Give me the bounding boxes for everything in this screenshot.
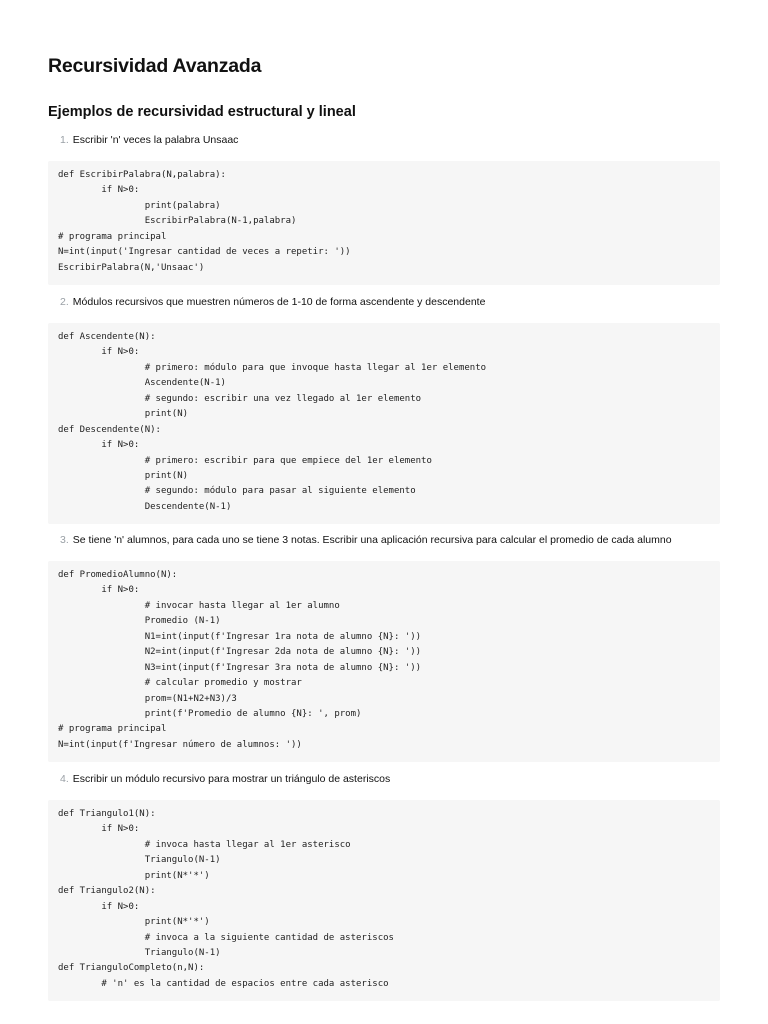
exercise-number: 3.	[60, 534, 69, 546]
code-line: prom=(N1+N2+N3)/3	[58, 693, 237, 704]
exercise-text: Escribir un módulo recursivo para mostrar un triángulo de asteriscos	[72, 773, 391, 785]
code-line: EscribirPalabra(N-1,palabra)	[58, 216, 297, 227]
code-line: def Descendente(N):	[58, 424, 161, 435]
code-line: if N>0:	[58, 440, 140, 451]
code-block	[48, 561, 720, 762]
exercise-item-3	[48, 533, 720, 762]
exercise-number: 1.	[60, 134, 69, 146]
exercise-item-1	[48, 133, 720, 285]
code-line: # programa principal	[58, 724, 167, 735]
code-line: print(N)	[58, 409, 189, 420]
exercise-text: Se tiene 'n' alumnos, para cada uno se tiene 3 notas. Escribir una aplicación recursiva para calcular el promedio de cada alumno	[72, 534, 672, 546]
code-line: print(N*'*')	[58, 917, 210, 928]
code-block	[48, 800, 720, 1001]
code-line: # programa principal	[58, 231, 167, 242]
code-line: if N>0:	[58, 347, 140, 358]
exercise-number: 4.	[60, 773, 69, 785]
code-block	[48, 323, 720, 524]
exercise-label	[48, 133, 720, 147]
code-line: Promedio (N-1)	[58, 616, 221, 627]
exercise-item-4	[48, 772, 720, 1001]
code-line: Triangulo(N-1)	[58, 947, 221, 958]
code-line: if N>0:	[58, 901, 140, 912]
code-line: def Triangulo1(N):	[58, 809, 156, 819]
code-line: N=int(input('Ingresar cantidad de veces a repetir: '))	[58, 247, 351, 258]
code-line: print(f'Promedio de alumno {N}: ', prom)	[58, 708, 362, 719]
code-line: def EscribirPalabra(N,palabra):	[58, 170, 226, 180]
code-line: if N>0:	[58, 185, 140, 196]
code-line: Triangulo(N-1)	[58, 855, 221, 866]
code-line: # 'n' es la cantidad de espacios entre cada asterisco	[58, 978, 389, 989]
code-line: # invoca a la siguiente cantidad de asteriscos	[58, 932, 394, 943]
code-line: def TrianguloCompleto(n,N):	[58, 963, 205, 974]
exercise-number: 2.	[60, 296, 69, 308]
exercise-item-2	[48, 295, 720, 524]
exercise-label	[48, 533, 720, 547]
code-line: # primero: escribir para que empiece del 1er elemento	[58, 455, 432, 466]
code-line: N=int(input(f'Ingresar número de alumnos: '))	[58, 739, 302, 750]
exercise-text: Escribir 'n' veces la palabra Unsaac	[72, 134, 239, 146]
code-line: EscribirPalabra(N,'Unsaac')	[58, 262, 205, 273]
code-line: # primero: módulo para que invoque hasta llegar al 1er elemento	[58, 362, 487, 373]
code-line: # segundo: módulo para pasar al siguiente elemento	[58, 486, 416, 497]
code-line: if N>0:	[58, 585, 140, 596]
code-line: def Triangulo2(N):	[58, 886, 156, 897]
code-line: print(palabra)	[58, 200, 221, 211]
code-line: if N>0:	[58, 824, 140, 835]
code-line: print(N)	[58, 470, 189, 481]
code-line: # calcular promedio y mostrar	[58, 678, 302, 689]
code-line: N2=int(input(f'Ingresar 2da nota de alumno {N}: '))	[58, 647, 422, 658]
code-line: N1=int(input(f'Ingresar 1ra nota de alumno {N}: '))	[58, 631, 422, 642]
code-line: Descendente(N-1)	[58, 501, 232, 512]
code-line: # segundo: escribir una vez llegado al 1er elemento	[58, 393, 422, 404]
code-line: print(N*'*')	[58, 870, 210, 881]
code-line: def Ascendente(N):	[58, 332, 156, 342]
exercise-text: Módulos recursivos que muestren números de 1-10 de forma ascendente y descendente	[72, 296, 486, 308]
exercise-label	[48, 772, 720, 786]
code-line: def PromedioAlumno(N):	[58, 570, 178, 580]
code-line: Ascendente(N-1)	[58, 378, 226, 389]
code-line: N3=int(input(f'Ingresar 3ra nota de alumno {N}: '))	[58, 662, 422, 673]
code-line: # invocar hasta llegar al 1er alumno	[58, 600, 340, 611]
code-block	[48, 161, 720, 285]
exercise-label	[48, 295, 720, 309]
code-line: # invoca hasta llegar al 1er asterisco	[58, 839, 351, 850]
section-heading: Ejemplos de recursividad estructural y lineal	[48, 104, 356, 120]
page-title: Recursividad Avanzada	[48, 55, 262, 77]
